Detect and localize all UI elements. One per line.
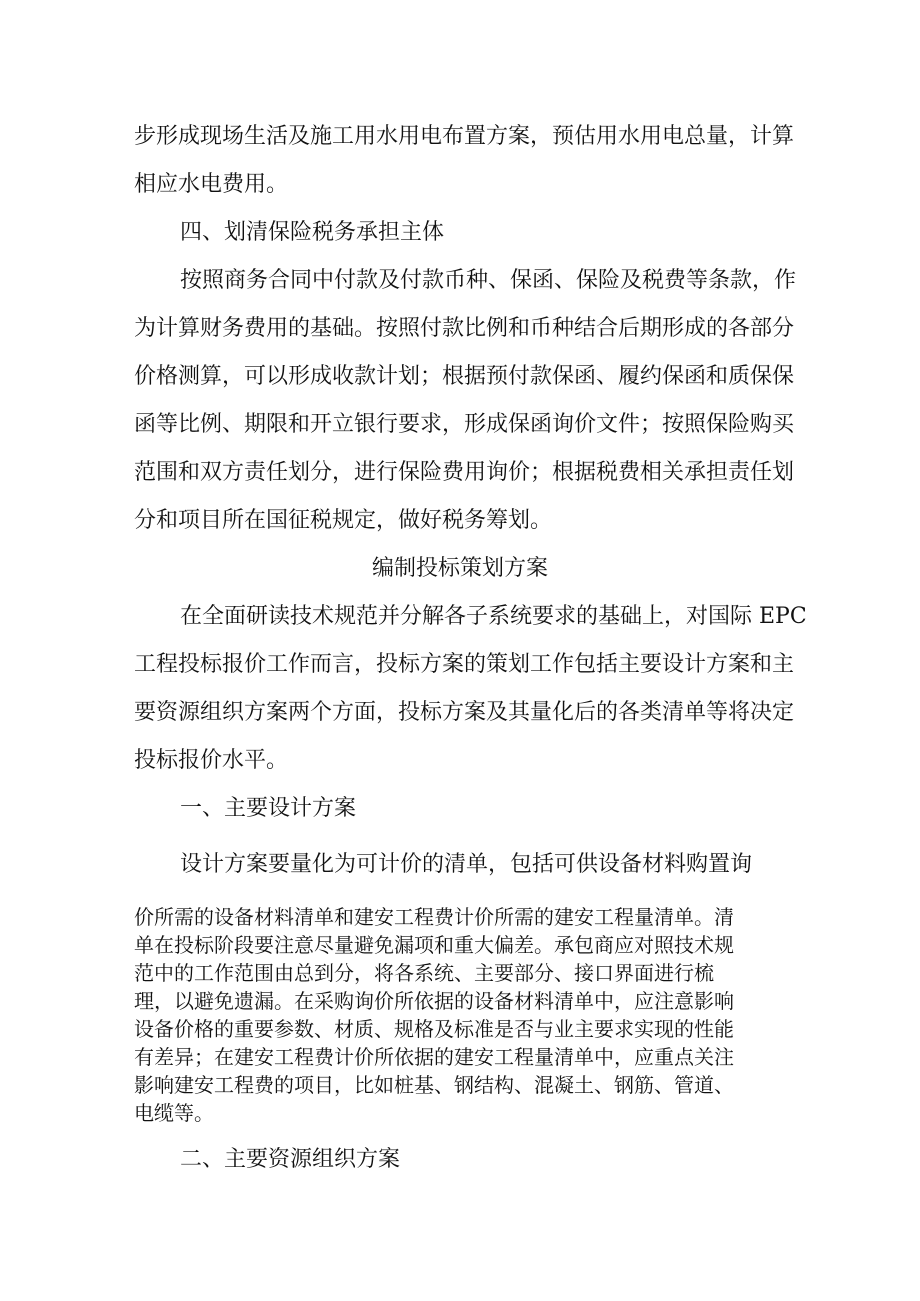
paragraph-3-line-2: 工程投标报价工作而言，投标方案的策划工作包括主要设计方案和主 <box>134 652 795 677</box>
paragraph-4-line-1: 设计方案要量化为可计价的清单，包括可供设备材料购置询 <box>180 852 753 877</box>
heading-section-2: 二、主要资源组织方案 <box>180 1147 401 1172</box>
heading-section-4: 四、划清保险税务承担主体 <box>180 220 445 245</box>
paragraph-4-line-5: 理，以避免遗漏。在采购询价所依据的设备材料清单中，应注意影响 <box>134 989 734 1013</box>
paragraph-1-line-2: 相应水电费用。 <box>134 172 289 197</box>
paragraph-3-line-3: 要资源组织方案两个方面，投标方案及其量化后的各类清单等将决定 <box>134 700 795 725</box>
paragraph-4-line-2: 价所需的设备材料清单和建安工程费计价所需的建安工程量清单。清 <box>134 905 734 929</box>
paragraph-4-line-8: 影响建安工程费的项目，比如桩基、钢结构、混凝土、钢筋、管道、 <box>134 1073 734 1097</box>
paragraph-4-line-9: 电缆等。 <box>134 1101 214 1125</box>
paragraph-3-line-1: 在全面研读技术规范并分解各子系统要求的基础上，对国际 EPC <box>180 604 807 629</box>
paragraph-2-line-5: 范围和双方责任划分，进行保险费用询价；根据税费相关承担责任划 <box>134 460 795 485</box>
heading-section-1: 一、主要设计方案 <box>180 796 357 821</box>
paragraph-1-line-1: 步形成现场生活及施工用水用电布置方案，预估用水用电总量，计算 <box>134 124 795 149</box>
paragraph-4-line-4: 范中的工作范围由总到分，将各系统、主要部分、接口界面进行梳 <box>134 961 714 985</box>
paragraph-2-line-3: 价格测算，可以形成收款计划；根据预付款保函、履约保函和质保保 <box>134 364 795 389</box>
paragraph-3-line-4: 投标报价水平。 <box>134 748 289 773</box>
section-title: 编制投标策划方案 <box>371 556 548 581</box>
paragraph-2-line-2: 为计算财务费用的基础。按照付款比例和币种结合后期形成的各部分 <box>134 316 795 341</box>
paragraph-4-line-3: 单在投标阶段要注意尽量避免漏项和重大偏差。承包商应对照技术规 <box>134 933 734 957</box>
paragraph-4-line-7: 有差异；在建安工程费计价所依据的建安工程量清单中，应重点关注 <box>134 1045 734 1069</box>
paragraph-4-line-6: 设备价格的重要参数、材质、规格及标准是否与业主要求实现的性能 <box>134 1017 734 1041</box>
paragraph-2-line-1: 按照商务合同中付款及付款币种、保函、保险及税费等条款，作 <box>180 268 797 293</box>
paragraph-2-line-4: 函等比例、期限和开立银行要求，形成保函询价文件；按照保险购买 <box>134 412 795 437</box>
paragraph-2-line-6: 分和项目所在国征税规定，做好税务筹划。 <box>134 508 553 533</box>
